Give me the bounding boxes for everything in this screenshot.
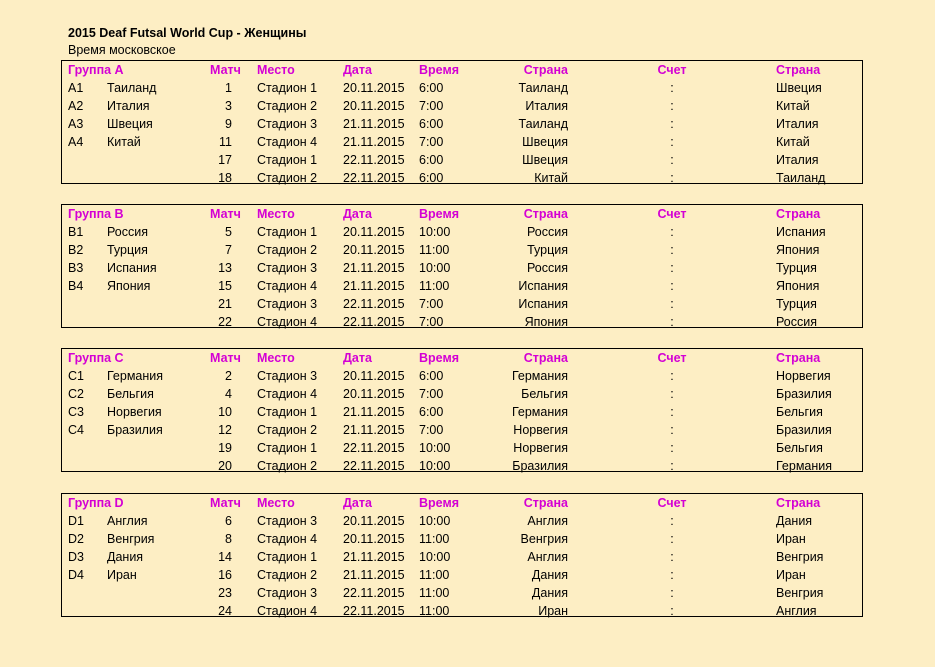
match-row [62,115,862,133]
team-name: Германия [107,369,164,383]
match-score: : [670,315,674,329]
match-time: 7:00 [419,423,444,437]
team-code: C4 [68,423,84,437]
team-name: Венгрия [107,532,155,546]
match-row [62,151,862,169]
away-team: Япония [776,279,820,293]
match-number: 2 [225,369,232,383]
home-team: Дания [531,586,568,600]
group-name: Группа D [68,496,124,510]
match-venue: Стадион 2 [257,243,318,257]
team-code: D1 [68,514,84,528]
match-number: 13 [218,261,232,275]
match-date: 21.11.2015 [343,135,405,149]
match-time: 6:00 [419,117,444,131]
match-row [62,259,862,277]
away-team: Бразилия [776,423,832,437]
home-team: Россия [527,261,568,275]
match-row [62,277,862,295]
match-venue: Стадион 1 [257,405,318,419]
header-score: Счет [657,207,687,221]
match-score: : [670,117,674,131]
match-number: 20 [218,459,232,473]
match-date: 20.11.2015 [343,369,405,383]
home-team: Таиланд [518,81,568,95]
team-code: A3 [68,117,84,131]
home-team: Япония [524,315,568,329]
match-number: 19 [218,441,232,455]
match-date: 21.11.2015 [343,279,405,293]
team-code: B3 [68,261,84,275]
match-time: 6:00 [419,153,444,167]
match-row [62,602,862,620]
match-venue: Стадион 2 [257,568,318,582]
home-team: Германия [511,369,568,383]
header-venue: Место [257,207,295,221]
team-name: Россия [107,225,148,239]
match-time: 11:00 [419,279,450,293]
away-team: Италия [776,117,819,131]
match-number: 10 [218,405,232,419]
match-number: 6 [225,514,232,528]
match-venue: Стадион 1 [257,550,318,564]
match-score: : [670,171,674,185]
team-code: C3 [68,405,84,419]
match-score: : [670,153,674,167]
header-match: Матч [210,496,241,510]
match-venue: Стадион 1 [257,225,318,239]
match-number: 8 [225,532,232,546]
match-score: : [670,243,674,257]
away-team: Таиланд [776,171,826,185]
home-team: Англия [527,550,568,564]
home-team: Китай [534,171,568,185]
header-home: Страна [523,496,568,510]
match-date: 22.11.2015 [343,153,405,167]
match-time: 10:00 [419,459,451,473]
match-row [62,133,862,151]
team-code: B2 [68,243,84,257]
header-match: Матч [210,207,241,221]
match-time: 7:00 [419,387,444,401]
match-time: 10:00 [419,550,451,564]
match-number: 1 [225,81,232,95]
match-venue: Стадион 4 [257,279,318,293]
match-score: : [670,279,674,293]
match-number: 5 [225,225,232,239]
match-venue: Стадион 4 [257,532,318,546]
match-score: : [670,99,674,113]
match-number: 4 [225,387,232,401]
header-venue: Место [257,63,295,77]
match-score: : [670,225,674,239]
match-date: 21.11.2015 [343,261,405,275]
match-time: 10:00 [419,261,451,275]
group-header-row [62,349,862,367]
match-venue: Стадион 3 [257,586,318,600]
match-row [62,169,862,187]
match-row [62,97,862,115]
away-team: Испания [776,225,826,239]
team-code: B1 [68,225,84,239]
header-away: Страна [776,63,821,77]
match-score: : [670,297,674,311]
match-row [62,295,862,313]
match-number: 18 [218,171,232,185]
header-date: Дата [343,63,372,77]
match-venue: Стадион 4 [257,135,318,149]
match-venue: Стадион 2 [257,171,318,185]
header-home: Страна [523,63,568,77]
match-time: 7:00 [419,297,444,311]
match-time: 11:00 [419,604,450,618]
header-date: Дата [343,207,372,221]
match-time: 6:00 [419,171,444,185]
away-team: Турция [776,297,817,311]
match-date: 20.11.2015 [343,243,405,257]
header-score: Счет [657,351,687,365]
group-header-row [62,494,862,512]
match-date: 21.11.2015 [343,117,405,131]
team-name: Норвегия [107,405,162,419]
match-number: 16 [218,568,232,582]
header-away: Страна [776,207,821,221]
header-time: Время [419,63,459,77]
match-score: : [670,604,674,618]
match-venue: Стадион 1 [257,153,318,167]
match-venue: Стадион 3 [257,369,318,383]
page-subtitle: Время московское [68,43,176,57]
match-score: : [670,387,674,401]
match-venue: Стадион 3 [257,297,318,311]
match-score: : [670,423,674,437]
match-time: 11:00 [419,243,450,257]
away-team: Япония [776,243,820,257]
match-time: 6:00 [419,81,444,95]
home-team: Испания [518,297,568,311]
match-number: 11 [219,135,232,149]
home-team: Иран [538,604,568,618]
header-score: Счет [657,63,687,77]
match-date: 22.11.2015 [343,604,405,618]
away-team: Бельгия [776,405,823,419]
match-score: : [670,459,674,473]
home-team: Швеция [522,135,568,149]
away-team: Англия [776,604,817,618]
group-header-row [62,61,862,79]
team-name: Япония [107,279,151,293]
header-score: Счет [657,496,687,510]
away-team: Германия [776,459,833,473]
header-time: Время [419,351,459,365]
match-score: : [670,568,674,582]
match-score: : [670,586,674,600]
match-row [62,403,862,421]
match-venue: Стадион 4 [257,315,318,329]
match-row [62,530,862,548]
match-number: 23 [218,586,232,600]
group-header-row [62,205,862,223]
home-team: Бельгия [521,387,568,401]
match-date: 20.11.2015 [343,81,405,95]
home-team: Норвегия [513,441,568,455]
match-row [62,548,862,566]
match-time: 10:00 [419,225,451,239]
match-venue: Стадион 2 [257,459,318,473]
group-name: Группа B [68,207,124,221]
team-name: Швеция [107,117,153,131]
match-date: 22.11.2015 [343,297,405,311]
home-team: Норвегия [513,423,568,437]
match-row [62,439,862,457]
home-team: Англия [527,514,568,528]
match-date: 21.11.2015 [343,423,405,437]
match-row [62,512,862,530]
match-date: 20.11.2015 [343,514,405,528]
match-number: 9 [225,117,232,131]
home-team: Бразилия [512,459,568,473]
home-team: Венгрия [520,532,568,546]
away-team: Венгрия [776,586,824,600]
home-team: Швеция [522,153,568,167]
away-team: Дания [776,514,813,528]
team-name: Турция [107,243,148,257]
team-code: D2 [68,532,84,546]
match-venue: Стадион 3 [257,261,318,275]
group-d-table [61,493,863,617]
away-team: Венгрия [776,550,824,564]
header-venue: Место [257,496,295,510]
team-code: C1 [68,369,84,383]
home-team: Италия [525,99,568,113]
team-name: Китай [107,135,141,149]
match-time: 11:00 [419,568,450,582]
match-row [62,241,862,259]
match-time: 11:00 [419,532,450,546]
match-row [62,566,862,584]
team-name: Иран [107,568,137,582]
match-date: 20.11.2015 [343,387,405,401]
match-number: 17 [218,153,232,167]
match-time: 10:00 [419,441,451,455]
team-name: Бразилия [107,423,163,437]
group-name: Группа C [68,351,124,365]
match-date: 22.11.2015 [343,315,405,329]
away-team: Италия [776,153,819,167]
match-time: 6:00 [419,369,444,383]
match-number: 22 [218,315,232,329]
match-row [62,313,862,331]
home-team: Дания [531,568,568,582]
match-number: 12 [218,423,232,437]
team-code: D3 [68,550,84,564]
home-team: Россия [527,225,568,239]
match-venue: Стадион 2 [257,423,318,437]
match-score: : [670,135,674,149]
match-date: 21.11.2015 [343,568,405,582]
away-team: Китай [776,99,810,113]
group-a-table [61,60,863,184]
away-team: Иран [776,568,806,582]
team-code: C2 [68,387,84,401]
match-venue: Стадион 3 [257,117,318,131]
match-venue: Стадион 2 [257,99,318,113]
match-row [62,79,862,97]
match-score: : [670,369,674,383]
team-code: D4 [68,568,84,582]
match-score: : [670,261,674,275]
match-time: 6:00 [419,405,444,419]
header-time: Время [419,496,459,510]
team-code: A1 [68,81,84,95]
match-date: 20.11.2015 [343,99,405,113]
home-team: Германия [511,405,568,419]
match-date: 22.11.2015 [343,441,405,455]
team-name: Дания [107,550,144,564]
away-team: Бразилия [776,387,832,401]
team-code: A2 [68,99,84,113]
home-team: Таиланд [518,117,568,131]
match-time: 7:00 [419,99,444,113]
match-time: 11:00 [419,586,450,600]
match-row [62,584,862,602]
match-number: 21 [218,297,232,311]
header-date: Дата [343,496,372,510]
match-venue: Стадион 4 [257,387,318,401]
match-date: 22.11.2015 [343,171,405,185]
match-score: : [670,532,674,546]
header-date: Дата [343,351,372,365]
away-team: Бельгия [776,441,823,455]
match-date: 22.11.2015 [343,459,405,473]
team-name: Англия [107,514,148,528]
away-team: Турция [776,261,817,275]
home-team: Турция [527,243,568,257]
match-row [62,457,862,475]
away-team: Швеция [776,81,822,95]
away-team: Россия [776,315,817,329]
header-away: Страна [776,496,821,510]
match-date: 21.11.2015 [343,405,405,419]
match-row [62,385,862,403]
team-code: B4 [68,279,84,293]
match-venue: Стадион 1 [257,81,318,95]
match-score: : [670,81,674,95]
header-time: Время [419,207,459,221]
match-score: : [670,405,674,419]
match-venue: Стадион 1 [257,441,318,455]
team-name: Бельгия [107,387,154,401]
match-number: 3 [225,99,232,113]
header-match: Матч [210,63,241,77]
group-c-table [61,348,863,472]
match-number: 14 [218,550,232,564]
header-home: Страна [523,207,568,221]
team-name: Таиланд [107,81,157,95]
match-date: 22.11.2015 [343,586,405,600]
match-number: 15 [218,279,232,293]
match-number: 24 [218,604,232,618]
away-team: Норвегия [776,369,831,383]
match-date: 20.11.2015 [343,532,405,546]
match-time: 7:00 [419,315,444,329]
team-code: A4 [68,135,84,149]
match-venue: Стадион 3 [257,514,318,528]
away-team: Иран [776,532,806,546]
header-match: Матч [210,351,241,365]
group-name: Группа A [68,63,124,77]
header-home: Страна [523,351,568,365]
match-row [62,367,862,385]
match-row [62,223,862,241]
away-team: Китай [776,135,810,149]
match-score: : [670,441,674,455]
page-title: 2015 Deaf Futsal World Cup - Женщины [68,26,307,40]
home-team: Испания [518,279,568,293]
match-date: 21.11.2015 [343,550,405,564]
match-score: : [670,514,674,528]
match-venue: Стадион 4 [257,604,318,618]
match-date: 20.11.2015 [343,225,405,239]
team-name: Италия [107,99,150,113]
header-away: Страна [776,351,821,365]
header-venue: Место [257,351,295,365]
match-number: 7 [225,243,232,257]
match-time: 10:00 [419,514,451,528]
match-score: : [670,550,674,564]
match-row [62,421,862,439]
team-name: Испания [107,261,157,275]
match-time: 7:00 [419,135,444,149]
group-b-table [61,204,863,328]
